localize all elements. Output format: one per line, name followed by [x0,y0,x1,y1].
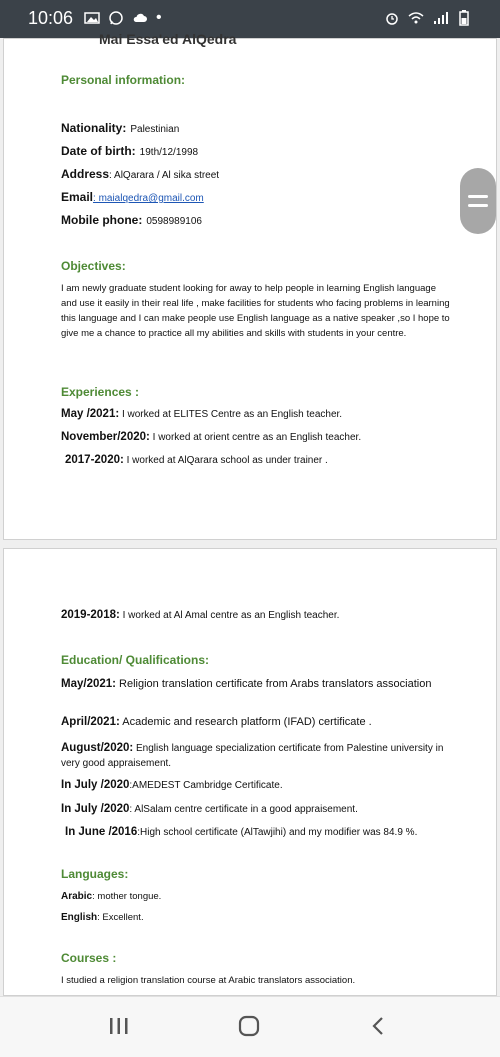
education-text: Religion translation certificate from Arabs translators association [119,678,432,690]
education-item [61,803,358,815]
education-text: :AMEDEST Cambridge Certificate. [129,780,283,791]
experience-date: May /2021: [61,408,120,420]
alarm-icon [384,10,400,26]
wifi-icon [408,10,424,26]
signal-icon [432,10,448,26]
experience-date: 2019-2018: [61,609,120,621]
document-page-1[interactable] [3,31,497,540]
battery-icon [456,10,472,26]
courses-heading: Courses : [61,951,117,965]
education-text: :High school certificate (AlTawjihi) and my modifier was 84.9 %. [137,827,418,838]
email-row [61,190,204,204]
whatsapp-icon [108,10,124,26]
education-item [61,716,372,728]
nationality-label: Nationality: [61,121,127,135]
education-item [61,741,446,771]
status-left-icons [84,10,162,26]
status-right-icons [384,10,472,26]
dob-row [61,144,198,158]
language-level: : Excellent. [97,912,144,923]
cut-off-name-heading: Mai Essa'ed AlQedra [99,31,237,47]
experiences-heading: Experiences : [61,385,140,399]
languages-heading: Languages: [61,867,129,881]
experience-item [61,408,342,420]
address-label: Address [61,167,110,181]
education-item [61,676,441,693]
language-item [61,891,161,902]
cloud-icon [132,10,148,26]
dob-value: 19th/12/1998 [139,147,199,158]
mobile-label: Mobile phone: [61,213,143,227]
education-text: English language specialization certificate from Palestine university in very good appraisement. [61,743,444,769]
status-bar [0,0,500,38]
status-time: 10:06 [28,8,74,28]
education-date: In July /2020 [61,803,130,815]
language-name: Arabic [61,891,93,902]
language-name: English [61,912,98,923]
gallery-icon [84,10,100,26]
experience-item [65,454,328,466]
courses-text: I studied a religion translation course at Arabic translators association. [61,975,356,986]
education-date: April/2021: [61,716,120,728]
mobile-value: 0598989106 [146,216,202,227]
notification-dot: • [156,9,162,26]
language-level: : mother tongue. [92,891,162,902]
document-page-2[interactable] [3,548,497,996]
back-button[interactable] [366,1015,392,1037]
education-date: In July /2020 [61,779,130,791]
experience-item [61,609,339,621]
address-row [61,167,219,181]
scroll-handle-line [468,204,488,207]
experience-date: 2017-2020: [65,454,124,466]
recent-apps-button[interactable] [106,1015,132,1037]
education-item [65,826,417,838]
email-label: Email [61,190,94,204]
experience-text: I worked at orient centre as an English teacher. [152,432,362,443]
nationality-value: Palestinian [130,124,180,135]
dob-label: Date of birth: [61,144,136,158]
mobile-row [61,213,202,227]
education-date: In June /2016 [65,826,138,838]
experience-date: November/2020: [61,431,150,443]
objectives-paragraph: I am newly graduate student looking for away to help people in learning English language and use it easily in their real life , make facilities for students who facing problems in learning this language and I can make people use English language as a native speaker ,so I hope to give me a chance to practice all my abilities and skills with students in your centre. [61,283,450,339]
home-button[interactable] [236,1015,262,1037]
scroll-handle-line [468,195,488,198]
experience-text: I worked at Al Amal centre as an English teacher. [122,610,340,621]
personal-info-heading: Personal information: [61,73,186,87]
fast-scroll-handle[interactable] [460,168,496,234]
address-value: : AlQarara / Al sika street [109,170,220,181]
education-item [61,779,283,791]
education-date: May/2021: [61,678,116,690]
experience-text: I worked at AlQarara school as under trainer . [126,455,328,466]
email-link[interactable]: : maialqedra@gmail.com [93,193,204,204]
education-date: August/2020: [61,742,134,754]
objectives-heading: Objectives: [61,259,126,273]
education-text: Academic and research platform (IFAD) certificate . [122,716,372,728]
education-text: : AlSalam centre certificate in a good appraisement. [129,804,358,815]
language-item [61,912,144,923]
experience-text: I worked at ELITES Centre as an English teacher. [121,409,343,420]
education-heading: Education/ Qualifications: [61,653,210,667]
nationality-row [61,121,179,135]
experience-item [61,431,361,443]
navigation-bar [0,996,500,1057]
